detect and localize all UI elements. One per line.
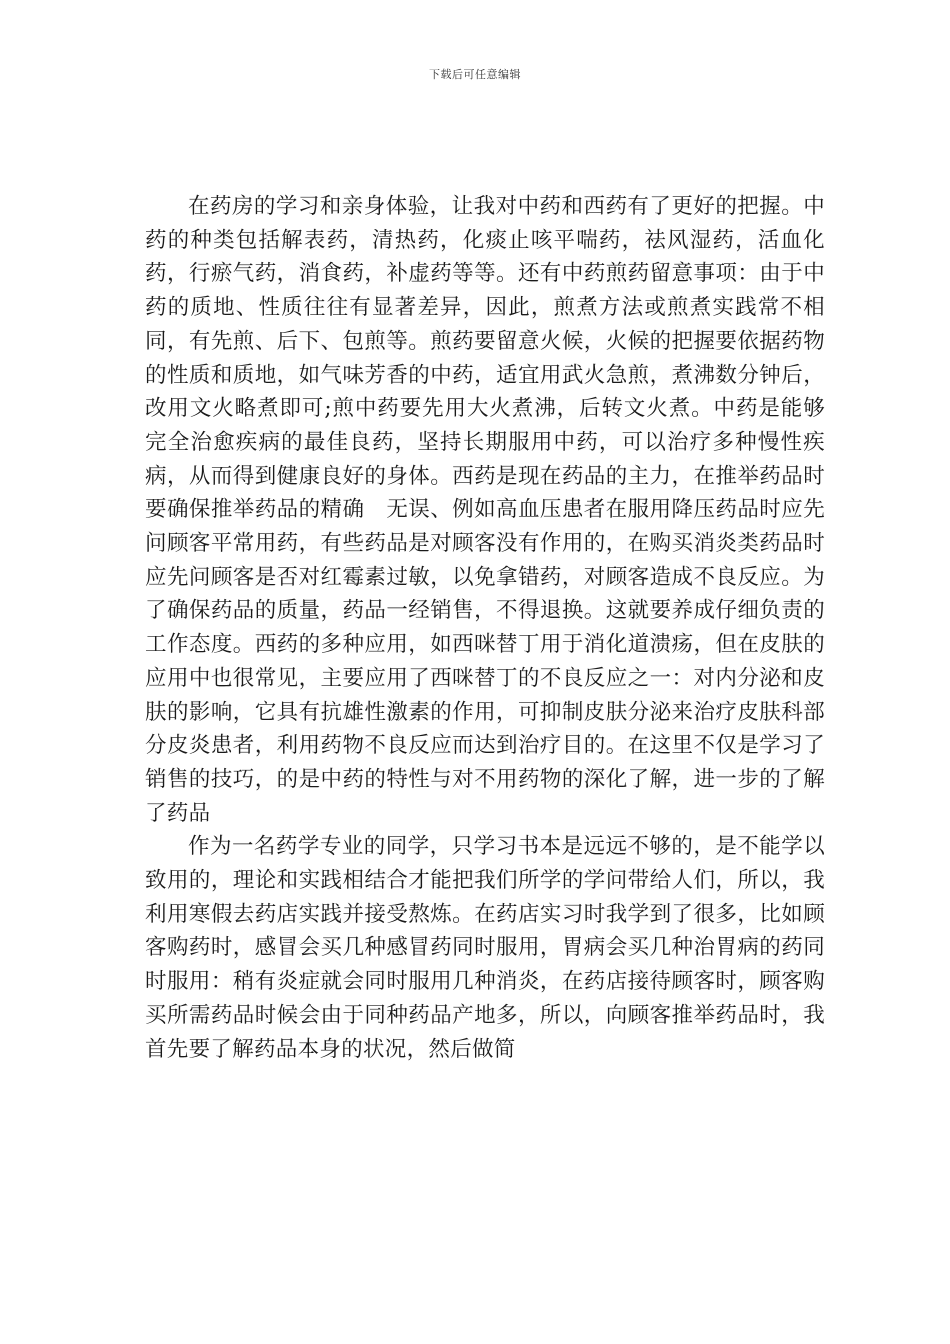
paragraph-pharmacy-study: 在药房的学习和亲身体验，让我对中药和西药有了更好的把握。中药的种类包括解表药，清热药，化痰止咳平喘药，祛风湿药，活血化药，行瘀气药，消食药，补虚药等等。还有中药煎药留意事项：由于中药的质地、性质往往有显著差异，因此，煎煮方法或煎煮实践常不相同，有先煎、后下、包煎等。煎药要留意火候，火候的把握要依据药物的性质和质地，如气味芳香的中药，适宜用武火急煎，煮沸数分钟后，改用文火略煮即可;煎中药要先用大火煮沸，后转文火煮。中药是能够完全治愈疾病的最佳良药，坚持长期服用中药，可以治疗多种慢性疾病，从而得到健康良好的身体。西药是现在药品的主力，在推举药品时要确保推举药品的精确 无误、例如高血压患者在服用降压药品时应先问顾客平常用药，有些药品是对顾客没有作用的，在购买消炎类药品时应先问顾客是否对红霉素过敏，以免拿错药，对顾客造成不良反应。为了确保药品的质量，药品一经销售，不得退换。这就要养成仔细负责的工作态度。西药的多种应用，如西咪替丁用于消化道溃疡，但在皮肤的应用中也很常见，主要应用了西咪替丁的不良反应之一：对内分泌和皮肤的影响，它具有抗雄性激素的作用，可抑制皮肤分泌来治疗皮肤科部分皮炎患者，利用药物不良反应而达到治疗目的。在这里不仅是学习了销售的技巧，的是中药的特性与对不用药物的深化了解，进一步的了解了药品 bbox=[145, 194, 825, 826]
paragraph-pharmacy-practice: 作为一名药学专业的同学，只学习书本是远远不够的，是不能学以致用的，理论和实践相结合才能把我们所学的学问带给人们，所以，我利用寒假去药店实践并接受熬炼。在药店实习时我学到了很多，比如顾客购药时，感冒会买几种感冒药同时服用，胃病会买几种治胃病的药同时服用：稍有炎症就会同时服用几种消炎，在药店接待顾客时，顾客购买所需药品时候会由于同种药品产地多，所以，向顾客推举药品时，我首先要了解药品本身的状况，然后做简 bbox=[145, 834, 825, 1062]
document-body bbox=[145, 190, 825, 1066]
page-header-note: 下载后可任意编辑 bbox=[429, 68, 521, 81]
